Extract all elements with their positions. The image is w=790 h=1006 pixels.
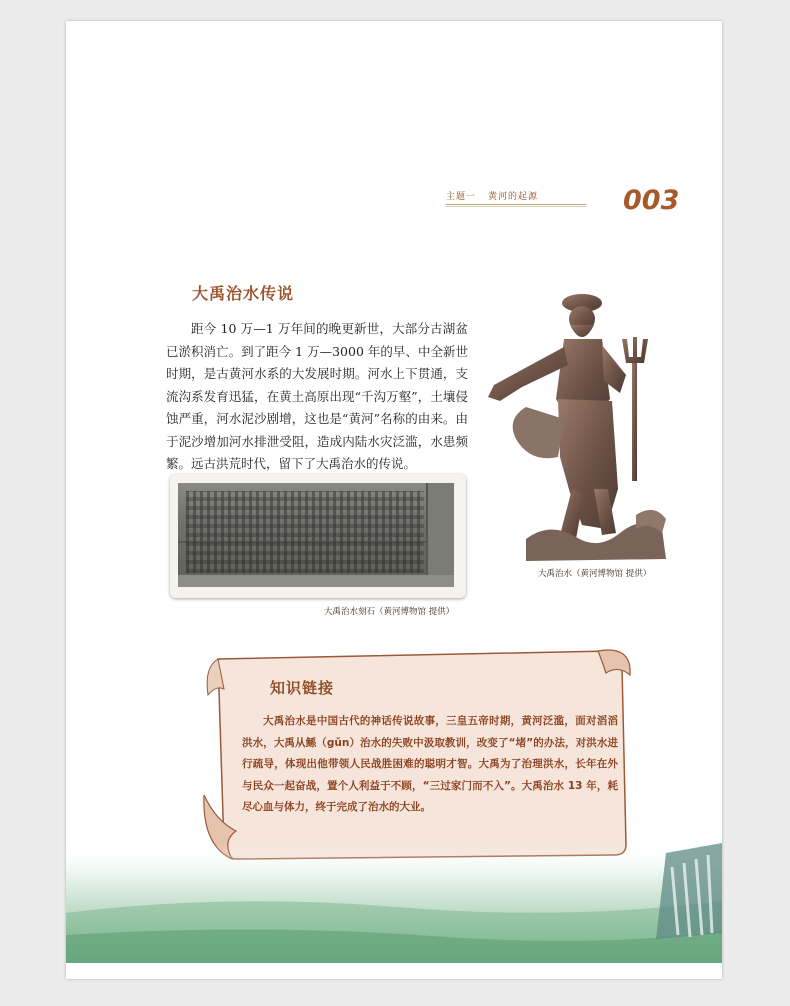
knowledge-paragraph: 大禹治水是中国古代的神话传说故事，三皇五帝时期，黄河泛滥，面对滔滔洪水，大禹从鲧（gǔn）治水的失败中汲取教训，改变了“堵”的办法，对洪水进行疏导，体现出他带领人民战胜困难的聪明才智。大禹为了治理洪水，长年在外与民众一起奋战，置个人利益于不顾，“三过家门而不入”。大禹治水 13 年，耗尽心血与体力，终于完成了治水的大业。 — [242, 715, 618, 813]
topic-label: 主题一 — [446, 192, 477, 202]
statue-caption: 大禹治水（黄河博物馆 提供） — [538, 569, 652, 579]
knowledge-title: 知识链接 — [270, 679, 335, 697]
river-landscape-decoration — [66, 843, 722, 963]
stone-caption: 大禹治水刻石（黄河博物馆 提供） — [324, 607, 455, 617]
stone-carving-photo — [170, 474, 466, 598]
section-title: 大禹治水传说 — [192, 284, 295, 303]
stone-side — [426, 483, 454, 587]
header-rule-secondary — [446, 206, 586, 207]
knowledge-text — [242, 711, 618, 819]
stone-carving-image — [178, 483, 454, 587]
carved-inscription — [186, 491, 424, 573]
page-number: 003 — [623, 185, 680, 216]
header-rule — [446, 204, 586, 205]
body-paragraph: 距今 10 万—1 万年间的晚更新世，大部分古湖盆已淤积消亡。到了距今 1 万—3000 年的早、中全新世时期，是古黄河水系的大发展时期。河水上下贯通，支流沟系发育迅猛，在黄土高原出现“千沟万壑”，土壤侵蚀严重，河水泥沙剧增，这也是“黄河”名称的由来。由于泥沙增加河水排泄受阻，造成内陆水灾泛滥，水患频繁。远古洪荒时代，留下了大禹治水的传说。 — [166, 321, 468, 471]
page-header — [446, 187, 708, 227]
topic-title: 黄河的起源 — [488, 192, 539, 202]
header-topic — [446, 189, 538, 202]
book-page — [66, 21, 722, 979]
body-text — [166, 318, 468, 476]
stone-base — [178, 575, 454, 587]
dayu-statue-image — [486, 289, 672, 565]
stone-crack — [178, 541, 454, 543]
